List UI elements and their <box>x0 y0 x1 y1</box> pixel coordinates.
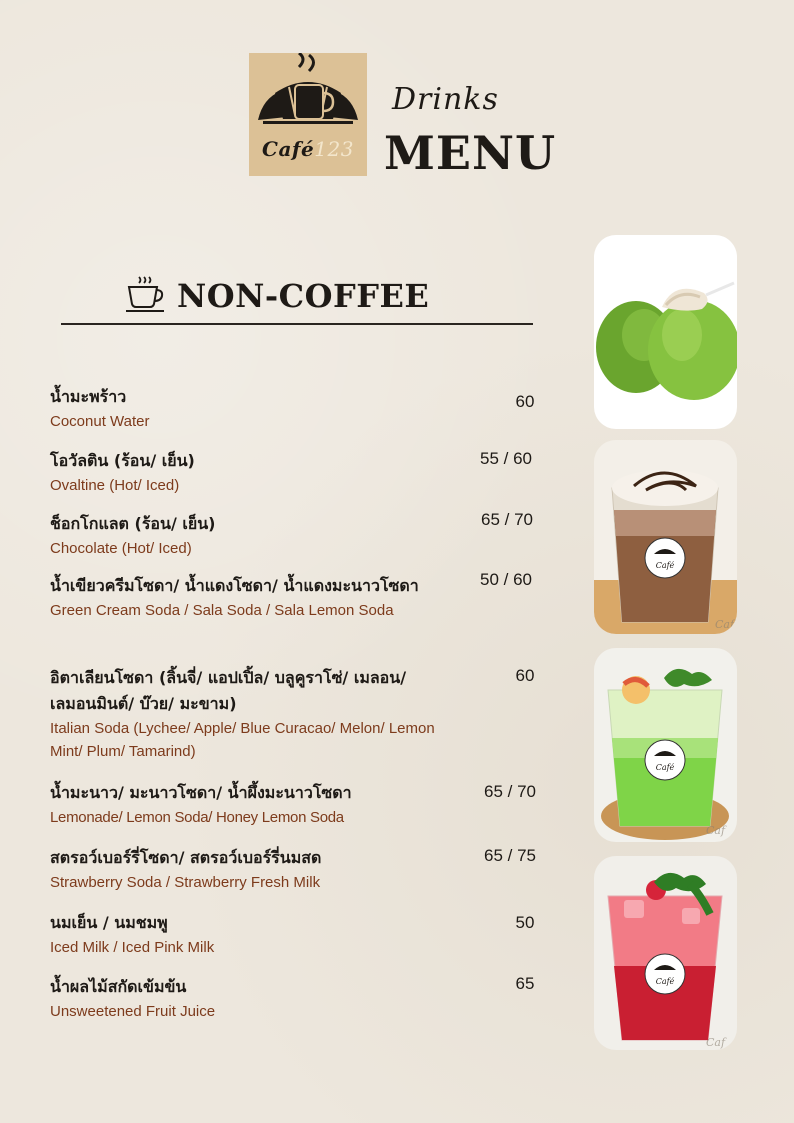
item-price: 65 / 70 <box>481 510 533 529</box>
watermark-text: Caf <box>706 824 726 837</box>
menu-item-strawberry <box>50 845 470 894</box>
menu-item-cream-soda <box>50 573 450 622</box>
coffee-cup-icon <box>124 275 166 315</box>
item-thai-name: น้ำมะนาว/ มะนาวโซดา/ น้ำผึ้งมะนาวโซดา <box>50 783 352 802</box>
cafe-logo <box>249 53 367 176</box>
menu-item-ovaltine <box>50 448 470 497</box>
strawberry-soda-photo <box>594 856 737 1050</box>
item-thai-name: อิตาเลียนโซดา (ลิ้นจี่/ แอปเปิ้ล/ บลูคูราโซ่/ เมลอน/ เลมอนมินต์/ บ๊วย/ มะขาม) <box>50 668 407 713</box>
section-title: NON-COFFEE <box>177 277 430 315</box>
watermark-text: Caf <box>715 618 735 631</box>
item-english-name: Iced Milk / Iced Pink Milk <box>50 939 215 956</box>
cup-logo-text: Café <box>655 977 675 986</box>
item-thai-name: น้ำผลไม้สกัดเข้มข้น <box>50 977 187 996</box>
item-thai-name: ช็อกโกแลต (ร้อน/ เย็น) <box>50 514 216 533</box>
item-english-name: Chocolate (Hot/ Iced) <box>50 540 192 557</box>
drinks-script-title: Drinks <box>392 82 499 117</box>
item-english-name: Unsweetened Fruit Juice <box>50 1003 216 1020</box>
item-thai-name: สตรอว์เบอร์รี่โซดา/ สตรอว์เบอร์รี่นมสด <box>50 848 322 867</box>
item-price: 60 <box>515 666 535 685</box>
item-price: 50 / 60 <box>480 570 532 589</box>
item-price: 55 / 60 <box>480 449 532 468</box>
item-english-name: Coconut Water <box>50 413 150 430</box>
menu-item-lemonade <box>50 780 470 829</box>
item-price: 65 / 70 <box>484 782 536 801</box>
item-english-name: Lemonade/ Lemon Soda/ Honey Lemon Soda <box>50 809 344 826</box>
item-thai-name: นมเย็น / นมชมพู <box>50 913 168 932</box>
menu-item-coconut-water <box>50 384 470 433</box>
iced-chocolate-photo <box>594 440 737 634</box>
item-english-name: Strawberry Soda / Strawberry Fresh Milk <box>50 874 321 891</box>
menu-item-italian-soda <box>50 665 445 763</box>
italian-soda-photo <box>594 648 737 842</box>
logo-number: 123 <box>314 137 354 161</box>
item-price: 60 <box>515 392 535 411</box>
item-price: 65 <box>515 974 535 993</box>
item-thai-name: น้ำมะพร้าว <box>50 387 127 406</box>
item-thai-name: น้ำเขียวครีมโซดา/ น้ำแดงโซดา/ น้ำแดงมะนาวโซดา <box>50 576 419 595</box>
item-english-name: Italian Soda (Lychee/ Apple/ Blue Curacao/ Melon/ Lemon Mint/ Plum/ Tamarind) <box>50 720 435 760</box>
logo-wordmark <box>249 137 367 161</box>
item-english-name: Ovaltine (Hot/ Iced) <box>50 477 180 494</box>
menu-item-fruit-juice <box>50 974 470 1023</box>
item-price: 65 / 75 <box>484 846 536 865</box>
watermark-text: Caf <box>706 1036 726 1049</box>
coconut-photo <box>594 235 737 429</box>
item-thai-name: โอวัลติน (ร้อน/ เย็น) <box>50 451 195 470</box>
section-divider <box>61 323 533 325</box>
item-english-name: Green Cream Soda / Sala Soda / Sala Lemon Soda <box>50 602 394 619</box>
menu-title: MENU <box>384 126 557 180</box>
item-price: 50 <box>515 913 535 932</box>
cup-logo-text: Café <box>655 561 675 570</box>
menu-item-chocolate <box>50 511 470 560</box>
logo-text: Café <box>262 137 315 161</box>
cup-logo-text: Café <box>655 763 675 772</box>
menu-item-iced-milk <box>50 910 470 959</box>
